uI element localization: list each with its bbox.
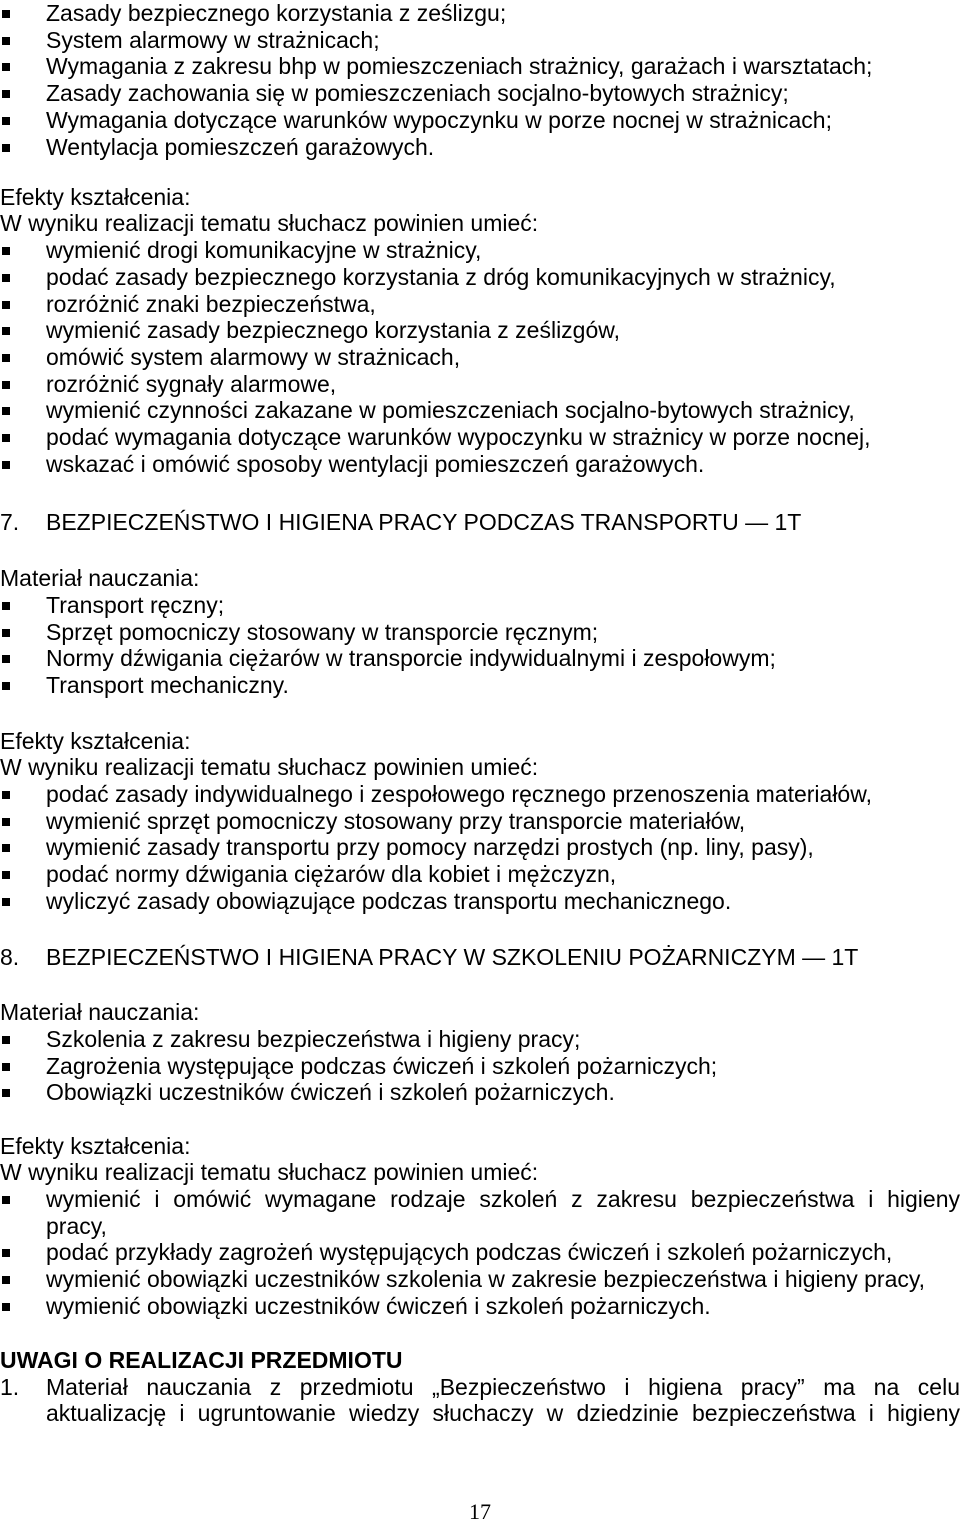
list-item [0, 781, 960, 808]
remark-text-line: Materiał nauczania z przedmiotu „Bezpieczeństwo i higiena pracy” ma na celu [46, 1373, 960, 1400]
list-item [0, 397, 960, 424]
effects-heading: Efekty kształcenia: [0, 727, 191, 754]
list-item [0, 0, 960, 27]
list-item-text: podać przykłady zagrożeń występujących podczas ćwiczeń i szkoleń pożarniczych, [46, 1239, 893, 1266]
list-item-text: System alarmowy w strażnicach; [46, 26, 380, 53]
list-item-text: wymienić zasady transportu przy pomocy narzędzi prostych (np. liny, pasy), [46, 834, 814, 861]
list-item-text: rozróżnić sygnały alarmowe, [46, 370, 337, 397]
chapter-title: BEZPIECZEŃSTWO I HIGIENA PRACY PODCZAS TRANSPORTU — 1T [46, 509, 802, 536]
square-bullet-icon [2, 1036, 10, 1044]
list-item-text: podać wymagania dotyczące warunków wypoczynku w strażnicy w porze nocnej, [46, 424, 871, 451]
square-bullet-icon [2, 461, 10, 469]
square-bullet-icon [2, 898, 10, 906]
list-item-text: Szkolenia z zakresu bezpieczeństwa i higieny pracy; [46, 1026, 581, 1052]
list-item-text: omówić system alarmowy w strażnicach, [46, 343, 461, 370]
list-item [0, 1293, 960, 1320]
square-bullet-icon [2, 117, 10, 125]
square-bullet-icon [2, 144, 10, 152]
effects-list [0, 1186, 960, 1320]
list-item [0, 344, 960, 371]
chapter-title: BEZPIECZEŃSTWO I HIGIENA PRACY W SZKOLENIU POŻARNICZYM — 1T [46, 943, 859, 970]
list-item-text: Transport ręczny; [46, 591, 225, 618]
chapter-heading [0, 509, 960, 536]
list-item-text: podać normy dźwigania ciężarów dla kobiet i mężczyzn, [46, 861, 617, 888]
square-bullet-icon [2, 10, 10, 18]
list-item [0, 888, 960, 915]
square-bullet-icon [2, 1249, 10, 1257]
square-bullet-icon [2, 247, 10, 255]
square-bullet-icon [2, 381, 10, 389]
list-item [0, 808, 960, 835]
list-item-text: Zasady bezpiecznego korzystania z ześlizgu; [46, 0, 507, 26]
square-bullet-icon [2, 844, 10, 852]
square-bullet-icon [2, 871, 10, 879]
square-bullet-icon [2, 1276, 10, 1284]
list-item [0, 592, 960, 619]
list-item [0, 371, 960, 398]
list-item [0, 672, 960, 699]
remarks-title: UWAGI O REALIZACJI PRZEDMIOTU [0, 1347, 403, 1374]
list-item [0, 1053, 960, 1080]
effects-intro: W wyniku realizacji tematu słuchacz powinien umieć: [0, 210, 539, 237]
list-item [0, 1239, 960, 1266]
list-item [0, 834, 960, 861]
list-item-text: wymienić zasady bezpiecznego korzystania z ześlizgów, [46, 317, 620, 344]
square-bullet-icon [2, 1063, 10, 1071]
material-list [0, 1026, 960, 1106]
list-item [0, 53, 960, 80]
remark-text [46, 1374, 960, 1427]
material-list [0, 0, 960, 160]
square-bullet-icon [2, 629, 10, 637]
list-item [0, 107, 960, 134]
list-item-text: wymienić obowiązki uczestników ćwiczeń i szkoleń pożarniczych. [46, 1292, 711, 1319]
list-item-text: podać zasady indywidualnego i zespołowego ręcznego przenoszenia materiałów, [46, 781, 872, 808]
list-item [0, 27, 960, 54]
remark-number: 1. [0, 1373, 20, 1400]
chapter-number: 8. [0, 943, 20, 970]
remark-text-line: aktualizację i ugruntowanie wiedzy słuchaczy w dziedzinie bezpieczeństwa i higieny [46, 1400, 960, 1427]
square-bullet-icon [2, 354, 10, 362]
square-bullet-icon [2, 1303, 10, 1311]
list-item-text: Sprzęt pomocniczy stosowany w transporcie ręcznym; [46, 618, 599, 645]
list-item-text: wymienić drogi komunikacyjne w strażnicy, [46, 237, 482, 264]
square-bullet-icon [2, 682, 10, 690]
square-bullet-icon [2, 1089, 10, 1097]
list-item-text: Zagrożenia występujące podczas ćwiczeń i szkoleń pożarniczych; [46, 1052, 718, 1079]
page-number: 17 [469, 1499, 491, 1524]
material-heading: Materiał nauczania: [0, 999, 200, 1026]
square-bullet-icon [2, 602, 10, 610]
list-item [0, 1266, 960, 1293]
list-item-text: Obowiązki uczestników ćwiczeń i szkoleń pożarniczych. [46, 1079, 615, 1106]
square-bullet-icon [2, 274, 10, 282]
list-item [0, 237, 960, 264]
list-item [0, 861, 960, 888]
chapter-number: 7. [0, 509, 20, 536]
list-item [0, 80, 960, 107]
list-item-text-line: pracy, [46, 1212, 107, 1239]
list-item [0, 645, 960, 672]
square-bullet-icon [2, 1196, 10, 1204]
material-heading: Materiał nauczania: [0, 565, 200, 592]
list-item [0, 424, 960, 451]
list-item [0, 264, 960, 291]
list-item [0, 134, 960, 161]
effects-intro: W wyniku realizacji tematu słuchacz powinien umieć: [0, 1159, 539, 1186]
list-item-text: podać zasady bezpiecznego korzystania z dróg komunikacyjnych w strażnicy, [46, 263, 836, 290]
square-bullet-icon [2, 655, 10, 663]
list-item-text: wyliczyć zasady obowiązujące podczas transportu mechanicznego. [46, 887, 732, 914]
list-item-text: wskazać i omówić sposoby wentylacji pomieszczeń garażowych. [46, 450, 705, 477]
chapter-heading [0, 944, 960, 971]
square-bullet-icon [2, 37, 10, 45]
list-item-text-line: wymienić i omówić wymagane rodzaje szkoleń z zakresu bezpieczeństwa i higieny [46, 1186, 960, 1213]
list-item-text: Zasady zachowania się w pomieszczeniach socjalno-bytowych strażnicy; [46, 80, 789, 107]
square-bullet-icon [2, 301, 10, 309]
remark-item [0, 1374, 960, 1427]
effects-heading: Efekty kształcenia: [0, 1132, 191, 1159]
effects-list [0, 237, 960, 477]
list-item [0, 1079, 960, 1106]
effects-intro: W wyniku realizacji tematu słuchacz powinien umieć: [0, 754, 539, 781]
square-bullet-icon [2, 791, 10, 799]
list-item-text: wymienić czynności zakazane w pomieszczeniach socjalno-bytowych strażnicy, [46, 397, 855, 424]
square-bullet-icon [2, 327, 10, 335]
list-item [0, 291, 960, 318]
effects-heading: Efekty kształcenia: [0, 183, 191, 210]
list-item-text: rozróżnić znaki bezpieczeństwa, [46, 290, 376, 317]
list-item [0, 1026, 960, 1053]
list-item-text: Normy dźwigania ciężarów w transporcie indywidualnymi i zespołowym; [46, 645, 776, 672]
material-list [0, 592, 960, 699]
list-item [0, 619, 960, 646]
list-item [0, 317, 960, 344]
list-item-text: Wymagania z zakresu bhp w pomieszczeniach strażnicy, garażach i warsztatach; [46, 53, 873, 80]
list-item-text: wymienić sprzęt pomocniczy stosowany przy transporcie materiałów, [46, 807, 746, 834]
square-bullet-icon [2, 407, 10, 415]
square-bullet-icon [2, 63, 10, 71]
list-item-text: Wentylacja pomieszczeń garażowych. [46, 133, 435, 160]
square-bullet-icon [2, 818, 10, 826]
list-item-text: wymienić obowiązki uczestników szkolenia w zakresie bezpieczeństwa i higieny pracy, [46, 1266, 926, 1293]
list-item-text: Wymagania dotyczące warunków wypoczynku w porze nocnej w strażnicach; [46, 106, 832, 133]
list-item [0, 451, 960, 478]
square-bullet-icon [2, 90, 10, 98]
list-item [0, 1186, 960, 1239]
list-item-text: Transport mechaniczny. [46, 671, 289, 698]
square-bullet-icon [2, 434, 10, 442]
effects-list [0, 781, 960, 915]
